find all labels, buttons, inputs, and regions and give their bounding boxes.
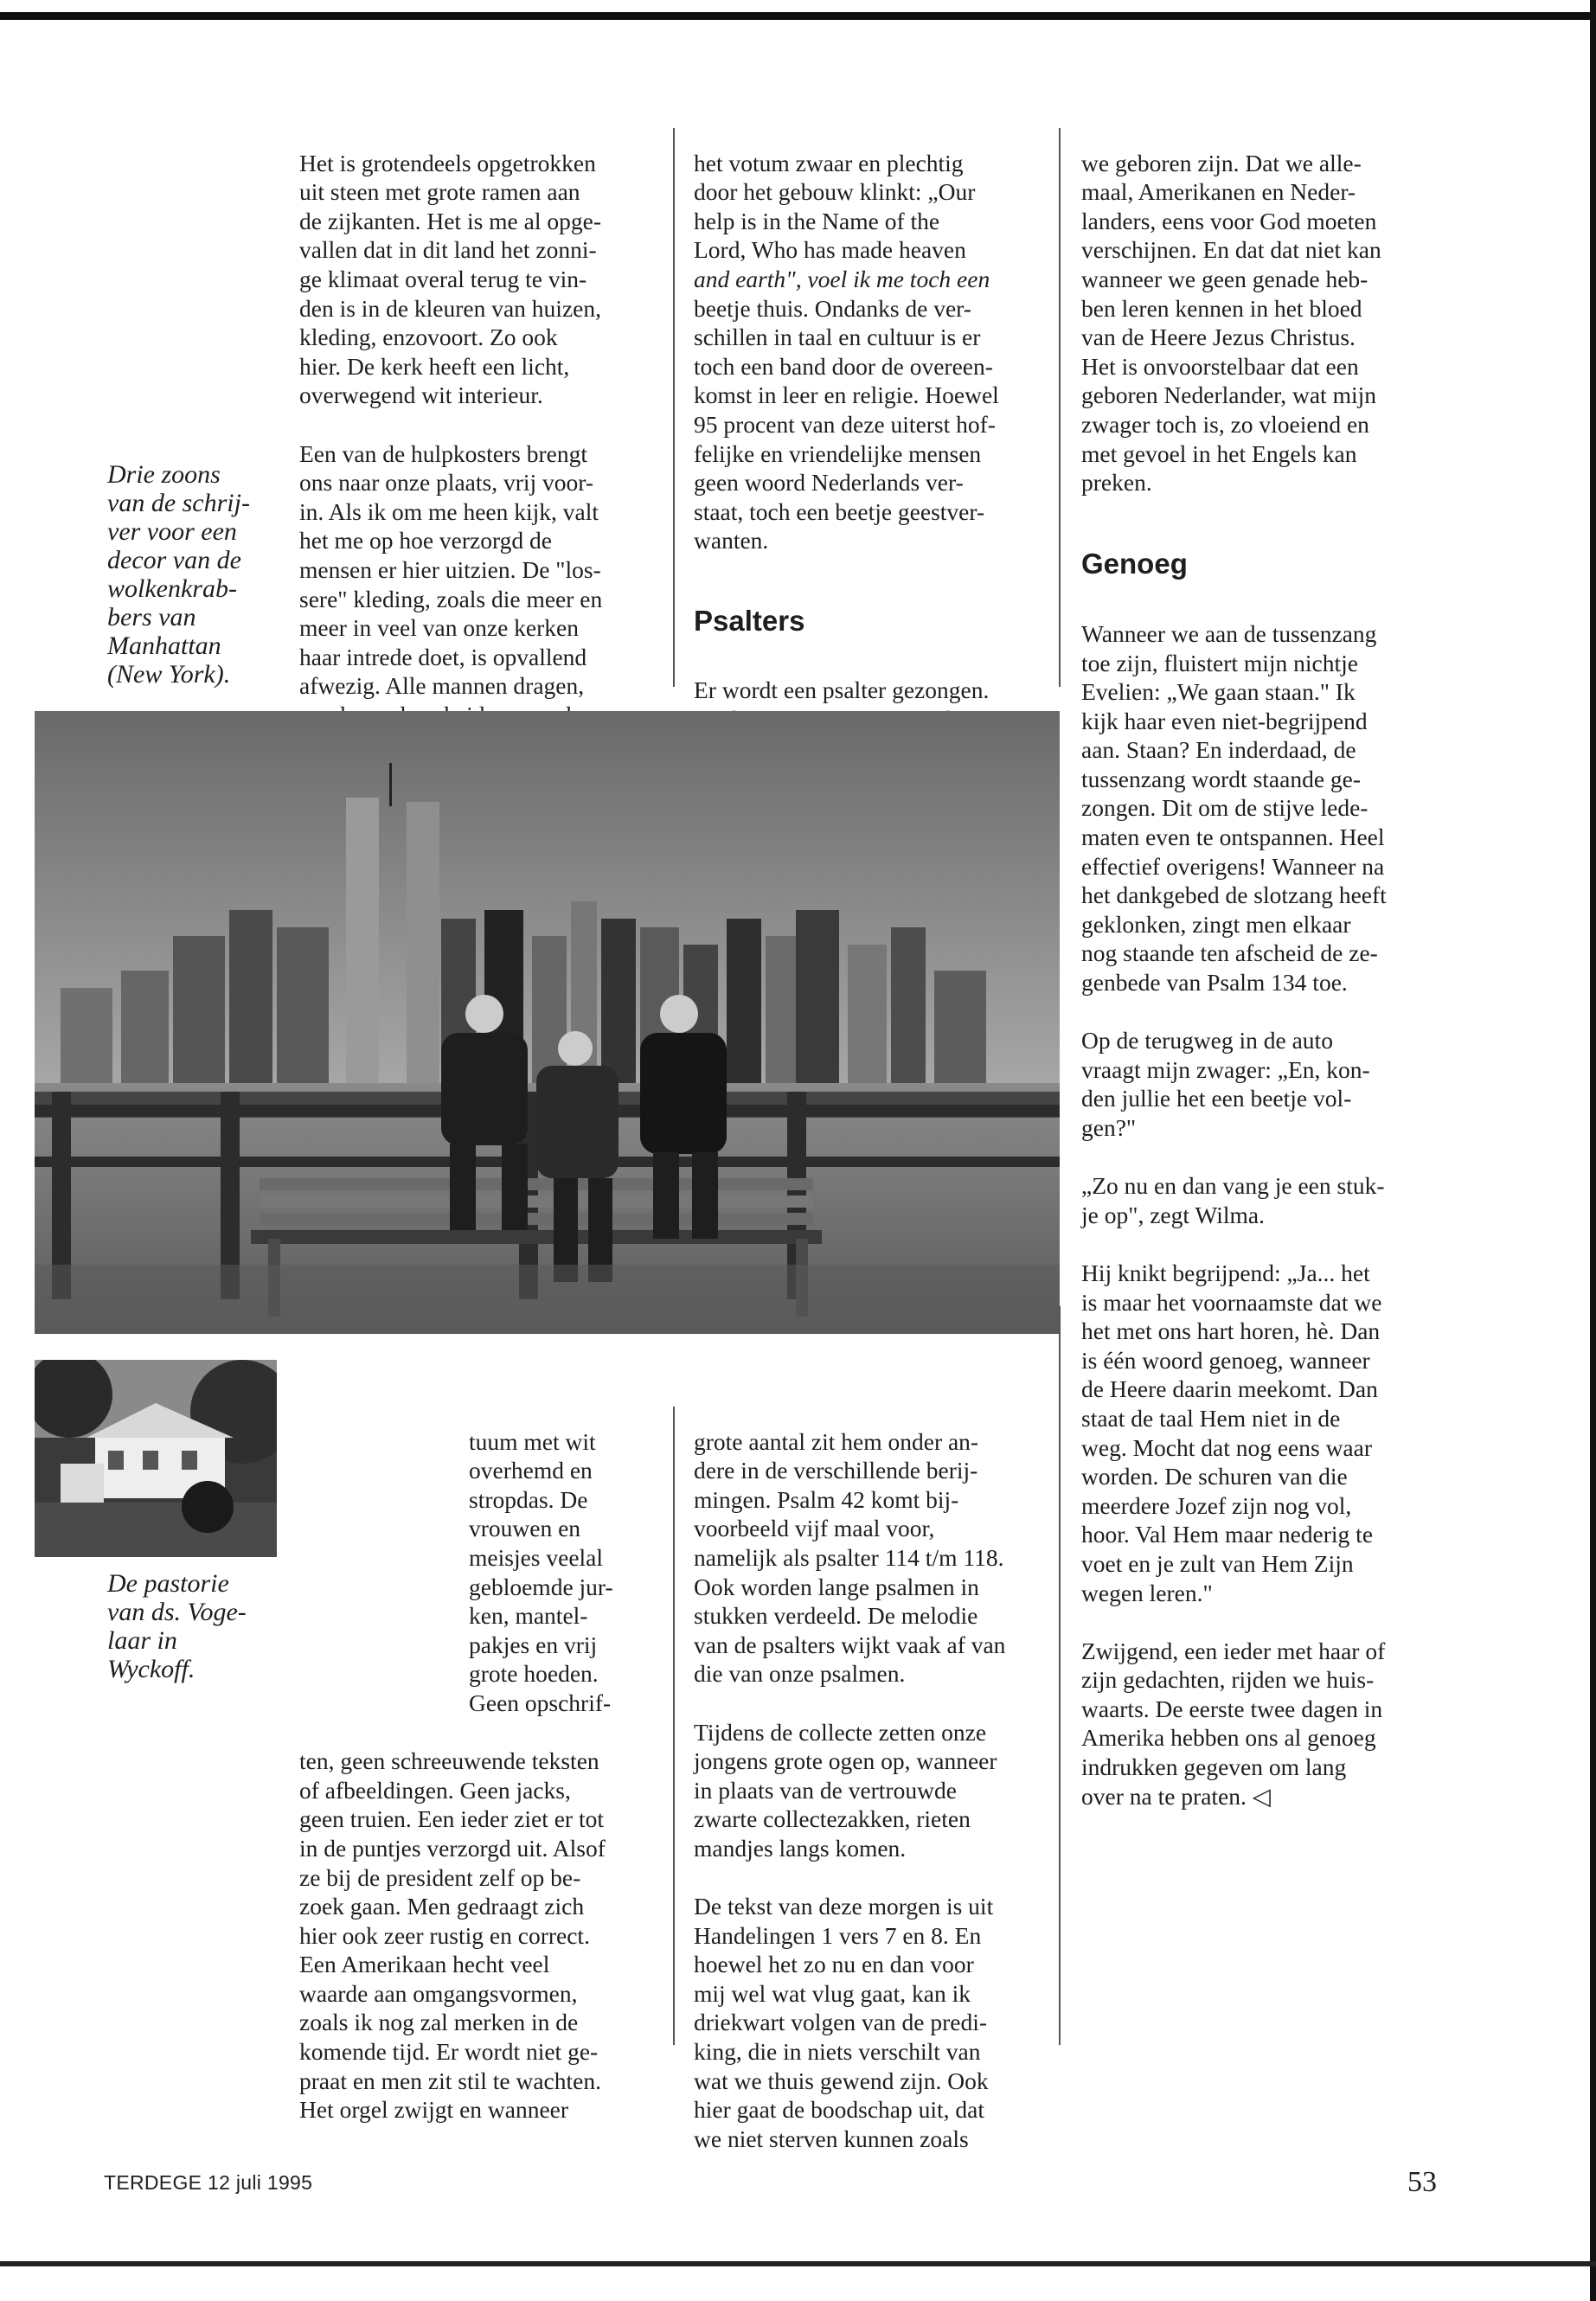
column-divider [1059,1306,1061,2045]
column-divider [673,1407,675,2045]
section-heading-psalters: Psalters [694,604,805,637]
paragraph: we geboren zijn. Dat we alle- maal, Amerikanen en Neder- landers, eens voor God moeten verschijnen. En dat dat niet kan wanneer we geen genade heb- ben leren kennen in het bloed van de Heere Jezus Christus. Het is onvoorstelbaar dat een geboren Nederlander, wat mijn zwager toch is, zo vloeiend en met gevoel in het Engels kan preken. [1081,149,1381,497]
italic-quote: and earth", voel ik me toch een [694,265,990,292]
column-1-top [299,119,654,788]
column-divider [1059,128,1061,687]
skyline-photo [35,711,1060,1334]
paragraph: Er wordt een psalter gezongen. [694,676,990,704]
column-2-bottom [694,1398,1048,2182]
top-rule [0,12,1596,20]
paragraph: De tekst van deze morgen is uit Handelingen 1 vers 7 en 8. En hoewel het zo nu en dan voor mij wel wat vlug gaat, kan ik driekwart volgen van de predi- king, die in niets verschilt van wat we thuis gewend zijn. Ook hier gaat de boodschap uit, dat we niet sterven kunnen zoals [694,1893,994,2152]
column-1-bottom [299,1398,654,2153]
caption-skyline: Drie zoons van de schrij- ver voor een decor van de wolkenkrab- bers van Manhattan (New York). [107,460,250,689]
paragraph-narrow: tuum met wit overhemd en stropdas. De vrouwen en meisjes veelal gebloemde jur- ken, mantel- pakjes en vrij grote hoeden. Geen opschrif- [469,1427,613,1716]
paragraph: Een van de hulpkosters brengt ons naar onze plaats, vrij voor- in. Als ik om me heen kijk, valt het me op hoe verzorgd de mensen er hier uitzien. De "los- sere" kleding, zoals die meer en meer in veel van onze kerken haar intrede doet, is opvallend afwezig. Alle mannen dragen, [299,439,603,700]
parsonage-photo [35,1360,277,1557]
page-number: 53 [1407,2166,1437,2198]
paragraph: Hij knikt begrijpend: „Ja... het is maar het voornaamste dat we het met ons hart horen, hè. Dan is één woord genoeg, wanneer de Heere daarin meekomt. Dan staat de taal Hem niet in de weg. Mocht dat nog eens waar worden. De schuren van die meerdere Jozef zijn nog vol, hoor. Val Hem maar nederig te voet en je zult van Hem Zijn wegen leren." [1081,1259,1382,1606]
footer-publication: TERDEGE 12 juli 1995 [104,2171,313,2194]
section-heading-genoeg: Genoeg [1081,548,1188,580]
paragraph: ten, geen schreeuwende teksten of afbeeldingen. Geen jacks, geen truien. Een ieder ziet er tot in de puntjes verzorgd uit. Alsof ze bij de president zelf op be- zoek gaan. Men gedraagt zich hier ook zeer rustig en correct. Een Amerikaan hecht veel waarde aan omgangsvormen, zoals ik nog zal merken in de komende tijd. Er wordt niet ge- praat en men zit stil te wachten. Het orgel zwijgt en wanneer [299,1747,606,2124]
right-rule [1590,0,1596,2301]
paragraph: Op de terugweg in de auto vraagt mijn zwager: „En, kon- den jullie het een beetje vol- gen?" [1081,1027,1370,1141]
paragraph: Het is grotendeels opgetrokken uit steen met grote ramen aan de zijkanten. Het is me al opge- vallen dat in dit land het zonni- ge klimaat overal terug te vin- den is in de kleuren van huizen, kleding, enzovoort. Zo ook hier. De kerk heeft een licht, overwegend wit interieur. [299,149,601,409]
paragraph: Wanneer we aan de tussenzang toe zijn, fluistert mijn nichtje Evelien: „We gaan staan." Ik kijk haar even niet-begrijpend aan. Staan? En inderdaad, de tussenzang wordt staande ge- zongen. Dit om de stijve lede- maten even te ontspannen. Heel effectief overigens! Wanneer na het dankgebed de slotzang heeft geklonken, zingt men elkaar nog staande ten afscheid de ze- genbede van Psalm 134 toe. [1081,619,1387,997]
column-divider [673,128,675,687]
caption-parsonage: De pastorie van ds. Voge- laar in Wyckoff. [107,1569,247,1683]
bottom-rule [0,2261,1596,2266]
paragraph: „Zo nu en dan vang je een stuk- je op", zegt Wilma. [1081,1172,1385,1228]
paragraph: Zwijgend, een ieder met haar of zijn gedachten, rijden we huis- waarts. De eerste twee dagen in Amerika hebben ons al genoeg indrukken gegeven om lang over na te praten. ◁ [1081,1637,1386,1810]
paragraph: het votum zwaar en plechtig door het gebouw klinkt: „Our help is in the Name of the Lord, Who has made heaven and earth", voel ik me toch een beetje thuis. Ondanks de ver- schillen in taal en cultuur is er toch een band door de overeen- komst in leer en religie. Hoewel 95 procent van deze uiterst hof- felijke en vriendelijke mensen geen woord Nederlands ver- staat, toch een beetje geestver- wanten. [694,149,999,554]
paragraph: Tijdens de collecte zetten onze jongens grote ogen op, wanneer in plaats van de vertrouwde zwarte collectezakken, rieten mandjes langs komen. [694,1718,997,1862]
column-3 [1081,119,1453,1840]
column-2-top [694,119,1048,792]
paragraph: grote aantal zit hem onder an- dere in de verschillende berij- mingen. Psalm 42 komt bij- voorbeeld vijf maal voor, namelijk als psalter 114 t/m 118. Ook worden lange psalmen in stukken verdeeld. De melodie van de psalters wijkt vaak af van die van onze psalmen. [694,1427,1006,1688]
